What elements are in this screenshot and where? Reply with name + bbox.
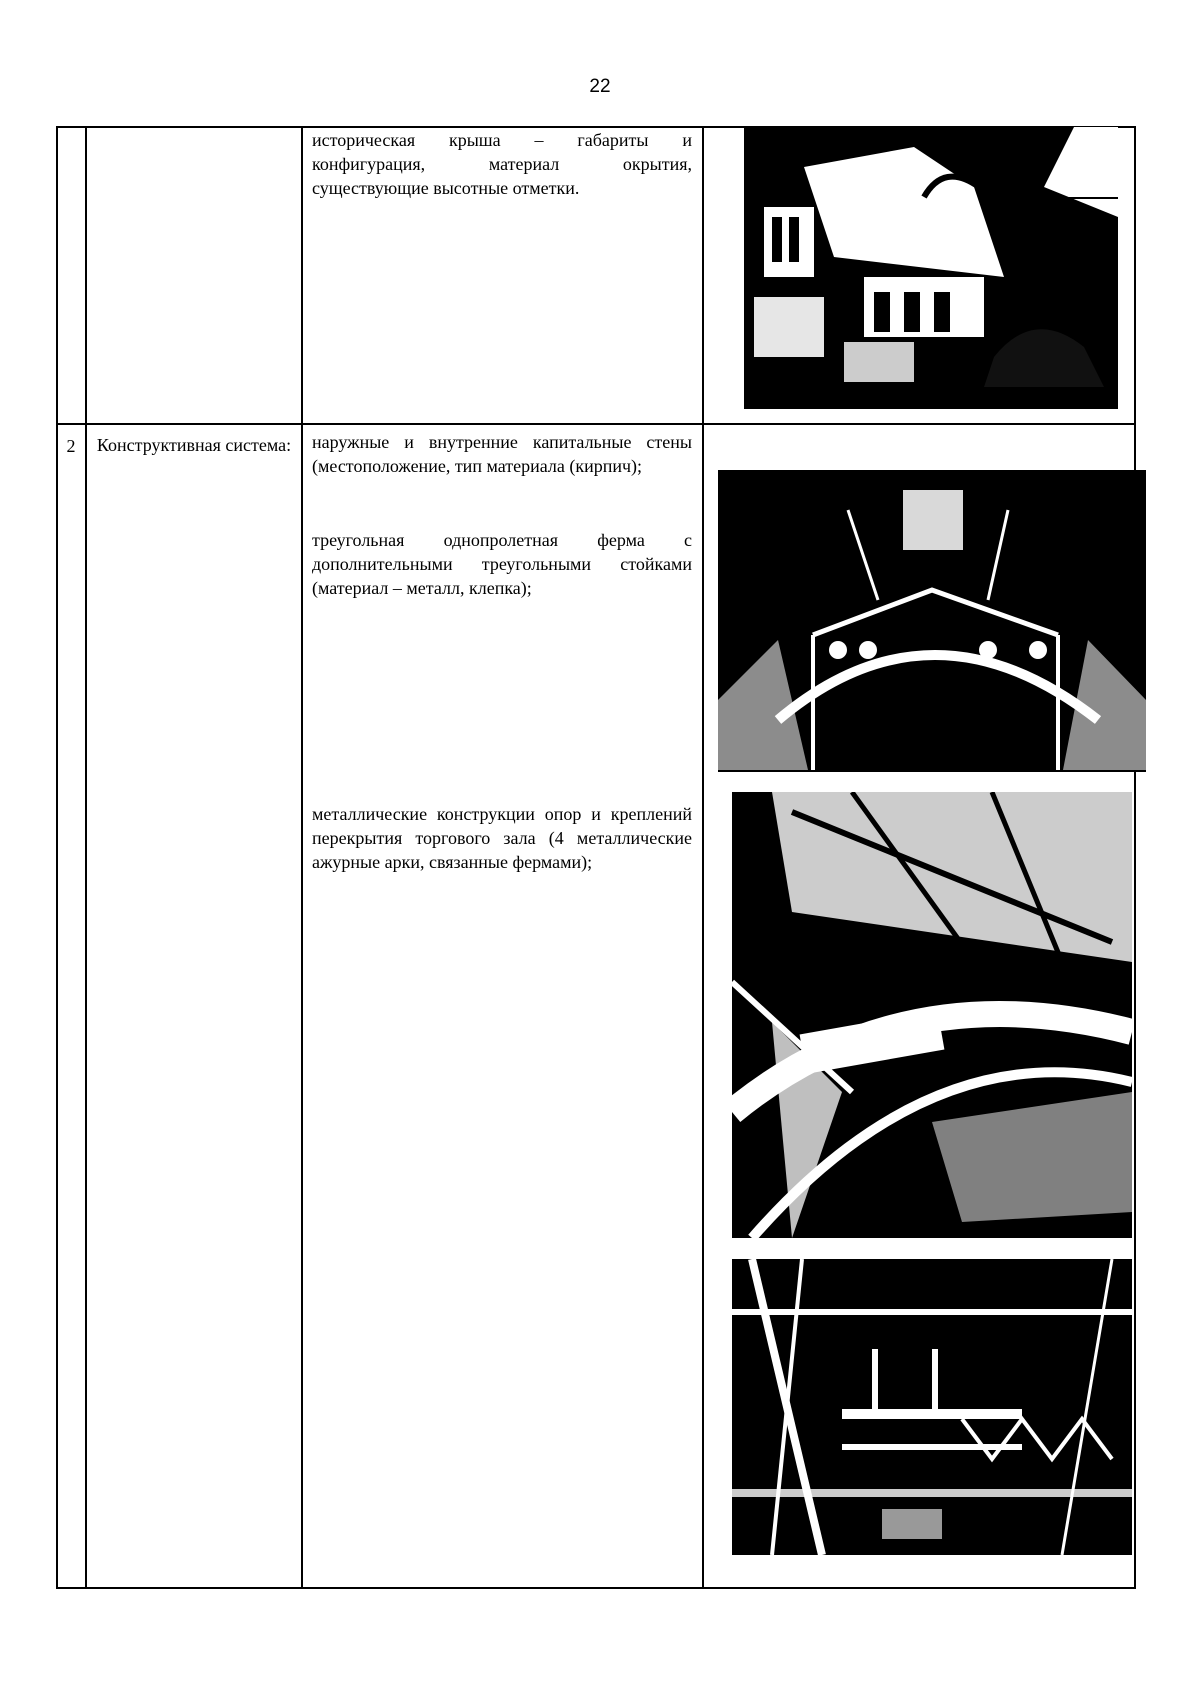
truss-interior-photo	[718, 470, 1146, 772]
table-divider-3	[702, 126, 704, 1589]
table-divider-2	[301, 126, 303, 1589]
row-name: Конструктивная система:	[96, 435, 292, 455]
historic-roof-drawing	[744, 127, 1118, 409]
metal-supports-photo	[732, 1259, 1132, 1555]
truss-interior-drawing	[718, 470, 1146, 772]
row-description: треугольная однопролетная ферма с дополнительными треугольными стойками (материал – металл, клепка);	[312, 530, 692, 598]
table-border-bottom	[56, 1587, 1136, 1589]
metal-arches-drawing	[732, 792, 1132, 1238]
table-row-divider	[56, 423, 1136, 425]
historic-roof-photo	[744, 127, 1118, 409]
table-border-left	[56, 126, 58, 1589]
row-description: историческая крыша – габариты и конфигурация, материал окрытия, существующие высотные отметки.	[312, 130, 692, 198]
metal-arches-photo	[732, 792, 1132, 1238]
table-border-right	[1134, 126, 1136, 1589]
row-description: металлические конструкции опор и креплений перекрытия торгового зала (4 металлические ажурные арки, связанные фермами);	[312, 804, 692, 872]
row-description: наружные и внутренние капитальные стены (местоположение, тип материала (кирпич);	[312, 432, 692, 476]
row-number: 2	[66, 436, 76, 456]
metal-supports-drawing	[732, 1259, 1132, 1555]
page-number: 22	[589, 76, 611, 97]
table-divider-1	[85, 126, 87, 1589]
